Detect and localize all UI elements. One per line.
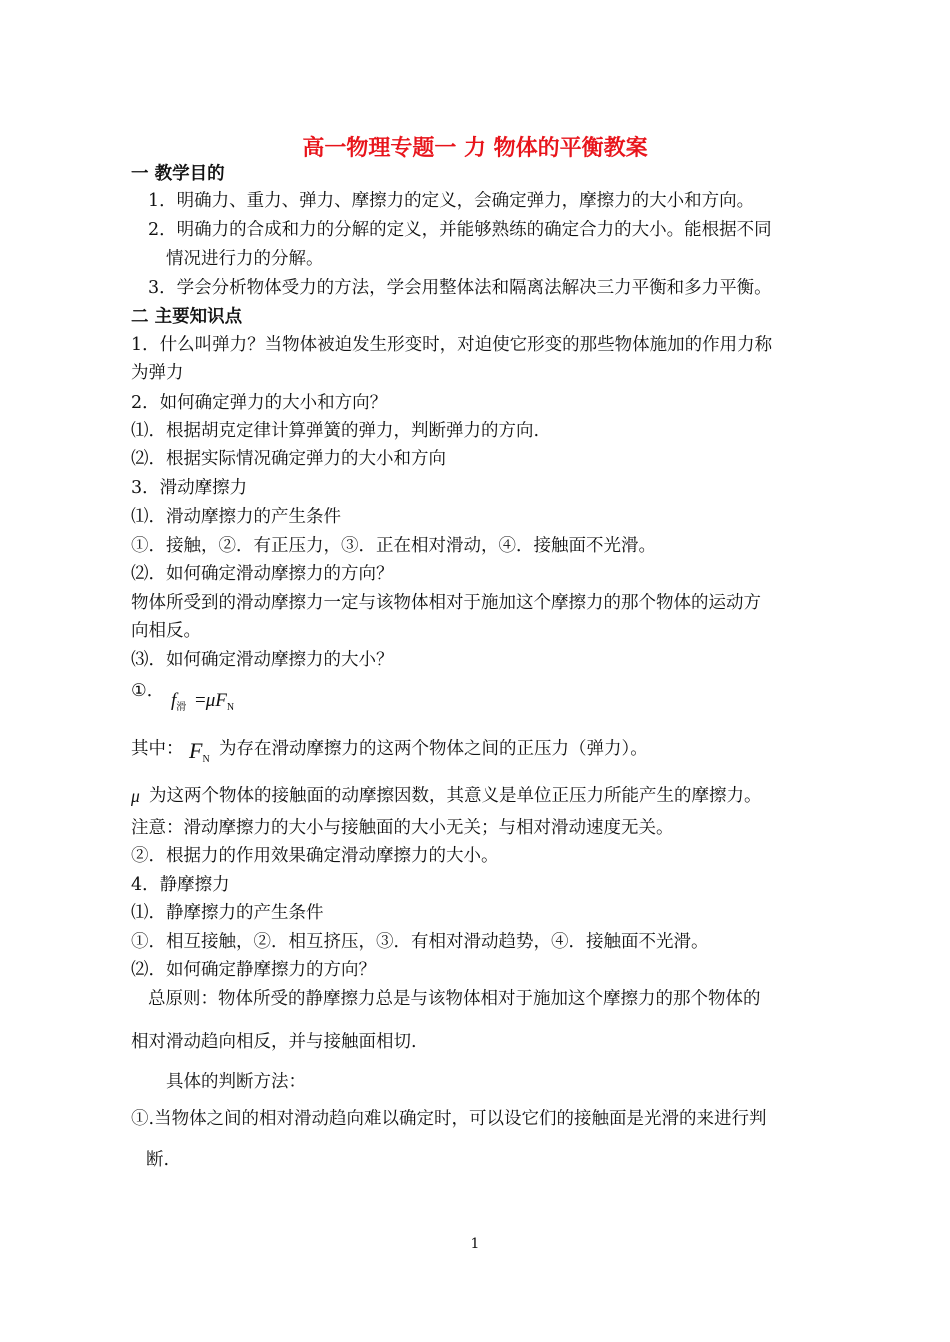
formula-prefix: ①． — [131, 681, 165, 701]
text-line: ⑵．根据实际情况确定弹力的大小和方向 — [131, 449, 446, 469]
text-line: ⑴．根据胡克定律计算弹簧的弹力，判断弹力的方向. — [131, 421, 540, 441]
objective-item-2-cont: 情况进行力的分解。 — [166, 249, 324, 269]
page-number: 1 — [470, 1236, 480, 1252]
text-line: 4．静摩擦力 — [131, 875, 230, 895]
text-line: ⑵．如何确定滑动摩擦力的方向？ — [131, 564, 394, 584]
formula-mu: μ — [205, 690, 216, 711]
text-line: ⑴．静摩擦力的产生条件 — [131, 903, 324, 923]
formula-F: F — [215, 690, 227, 711]
formula-f: f — [171, 690, 177, 711]
objective-item-1: 1．明确力、重力、弹力、摩擦力的定义，会确定弹力，摩擦力的大小和方向。 — [148, 191, 755, 211]
text-line: 2．如何确定弹力的大小和方向？ — [131, 393, 388, 413]
text-line: 3．滑动摩擦力 — [131, 478, 248, 498]
text-line: ⑴．滑动摩擦力的产生条件 — [131, 507, 341, 527]
text-line: 注意：滑动摩擦力的大小与接触面的大小无关；与相对滑动速度无关。 — [131, 818, 674, 838]
mu-text: 为这两个物体的接触面的动摩擦因数，其意义是单位正压力所能产生的摩擦力。 — [149, 786, 762, 806]
method-heading: 具体的判断方法： — [166, 1072, 306, 1092]
mu-symbol: μ — [131, 786, 140, 806]
formula-F-sub: N — [226, 702, 235, 713]
objective-item-3: 3．学会分析物体受力的方法，学会用整体法和隔离法解决三力平衡和多力平衡。 — [148, 278, 772, 298]
text-line: 1．什么叫弹力？当物体被迫发生形变时，对迫使它形变的那些物体施加的作用力称 — [131, 335, 773, 355]
text-line: ⑶．如何确定滑动摩擦力的大小？ — [131, 650, 394, 670]
method-line-1: ①.当物体之间的相对滑动趋向难以确定时，可以设它们的接触面是光滑的来进行判 — [131, 1109, 767, 1129]
method-line-2: 断. — [146, 1150, 170, 1170]
friction-formula — [171, 690, 234, 719]
formula-line — [131, 680, 164, 702]
where-F — [189, 740, 210, 771]
where-F-symbol: F — [189, 738, 203, 763]
where-text: 为存在滑动摩擦力的这两个物体之间的正压力（弹力）。 — [219, 739, 648, 759]
text-line: ②．根据力的作用效果确定滑动摩擦力的大小。 — [131, 846, 499, 866]
page-title: 高一物理专题一 力 物体的平衡教案 — [302, 136, 648, 161]
text-line: ⑵．如何确定静摩擦力的方向？ — [131, 960, 376, 980]
text-line: ①．接触，②．有正压力，③．正在相对滑动，④．接触面不光滑。 — [131, 536, 656, 556]
formula-f-sub: 滑 — [176, 702, 187, 713]
where-prefix: 其中： — [131, 739, 184, 759]
principle-line-1: 总原则：物体所受的静摩擦力总是与该物体相对于施加这个摩擦力的那个物体的 — [148, 989, 761, 1009]
text-line: 向相反。 — [131, 621, 201, 641]
section-heading-objectives: 一 教学目的 — [131, 164, 225, 184]
where-F-sub: N — [202, 754, 210, 765]
text-line: 为弹力 — [131, 363, 184, 383]
formula-equals: = — [195, 690, 206, 711]
text-line: 物体所受到的滑动摩擦力一定与该物体相对于施加这个摩擦力的那个物体的运动方 — [131, 593, 761, 613]
text-line: ①．相互接触，②．相互挤压，③．有相对滑动趋势，④．接触面不光滑。 — [131, 932, 709, 952]
principle-line-2: 相对滑动趋向相反，并与接触面相切. — [131, 1032, 417, 1052]
section-heading-knowledge: 二 主要知识点 — [131, 307, 243, 327]
objective-item-2: 2．明确力的合成和力的分解的定义，并能够熟练的确定合力的大小。能根据不同 — [148, 220, 772, 240]
